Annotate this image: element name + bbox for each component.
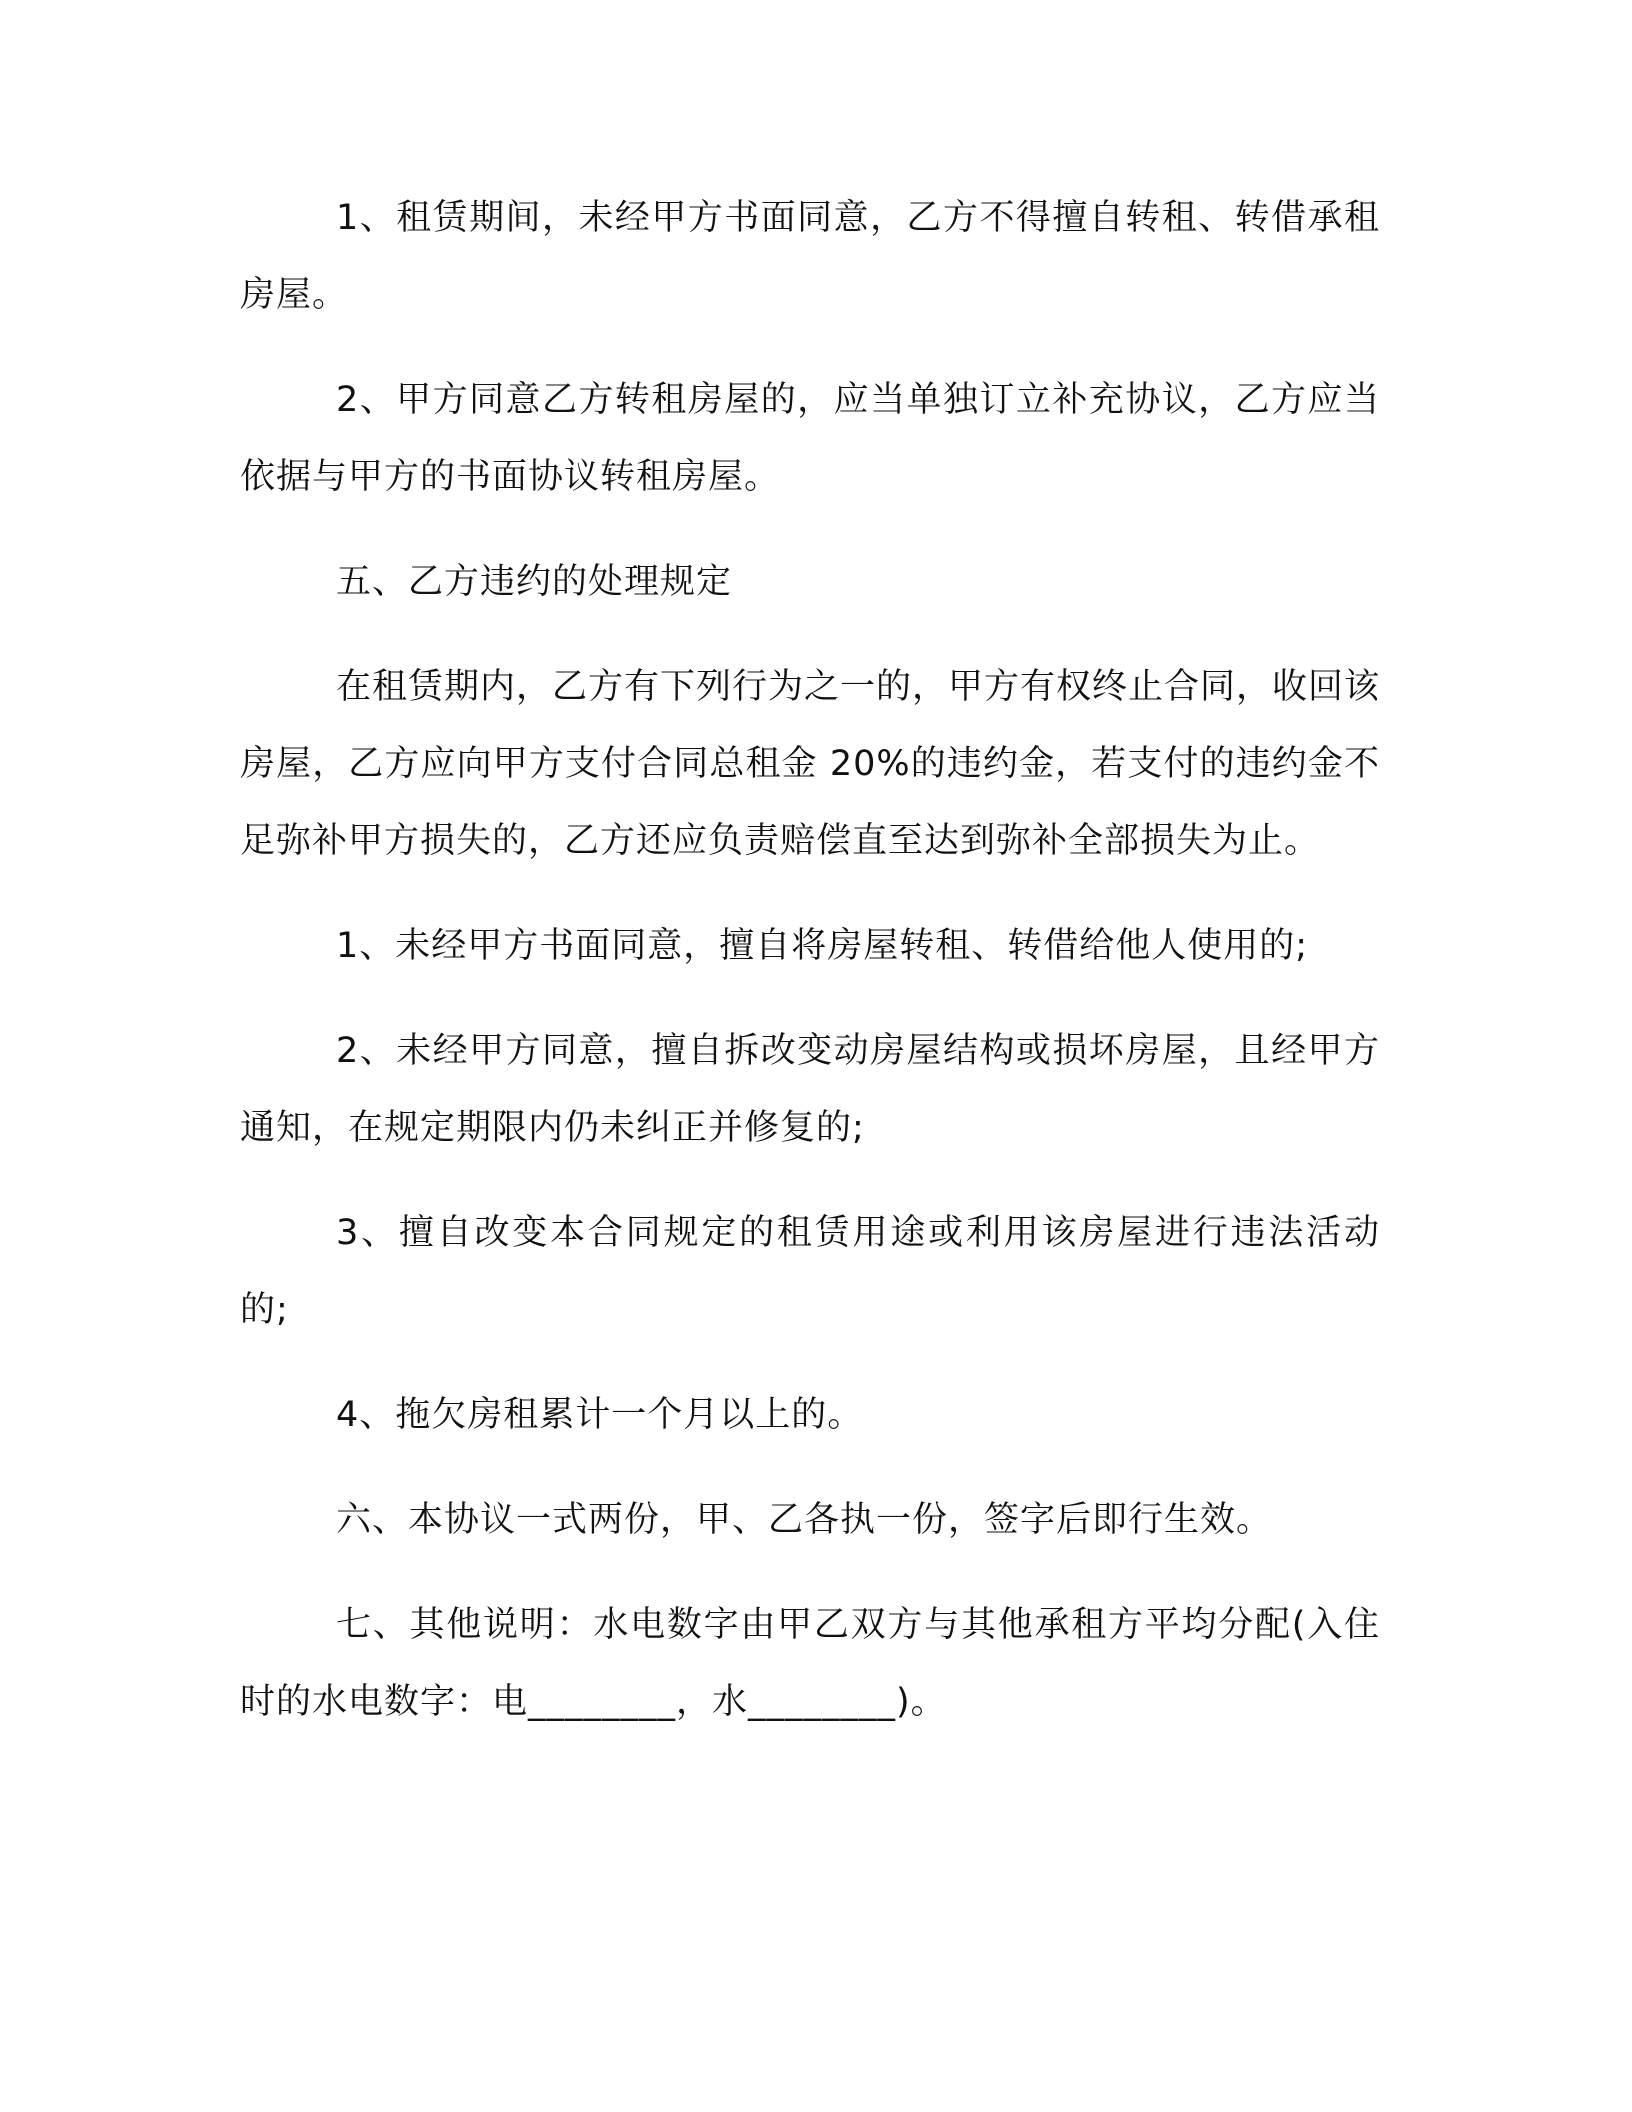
clause-sublet-consent: 1、租赁期间，未经甲方书面同意，乙方不得擅自转租、转借承租房屋。 bbox=[240, 198, 1380, 315]
section-other-notes: 七、其他说明：水电数字由甲乙双方与其他承租方平均分配(入住时的水电数字：电________，水________)。 bbox=[240, 1605, 1380, 1722]
section-copies: 六、本协议一式两份，甲、乙各执一份，签字后即行生效。 bbox=[336, 1500, 1273, 1540]
breach-item-2: 2、未经甲方同意，擅自拆改变动房屋结构或损坏房屋，且经甲方通知，在规定期限内仍未纠正并修复的; bbox=[240, 1031, 1380, 1148]
section-heading-breach: 五、乙方违约的处理规定 bbox=[336, 562, 733, 602]
breach-item-1: 1、未经甲方书面同意，擅自将房屋转租、转借给他人使用的; bbox=[336, 926, 1309, 966]
clause-sublet-agreement: 2、甲方同意乙方转租房屋的，应当单独订立补充协议，乙方应当依据与甲方的书面协议转租房屋。 bbox=[240, 380, 1380, 497]
document-body bbox=[240, 180, 1380, 1769]
breach-item-4: 4、拖欠房租累计一个月以上的。 bbox=[336, 1395, 864, 1435]
breach-item-3: 3、擅自改变本合同规定的租赁用途或利用该房屋进行违法活动的; bbox=[240, 1213, 1380, 1330]
breach-intro-paragraph: 在租赁期内，乙方有下列行为之一的，甲方有权终止合同，收回该房屋，乙方应向甲方支付合同总租金 20%的违约金，若支付的违约金不足弥补甲方损失的，乙方还应负责赔偿直至达到弥补全部损失为止。 bbox=[240, 667, 1381, 861]
